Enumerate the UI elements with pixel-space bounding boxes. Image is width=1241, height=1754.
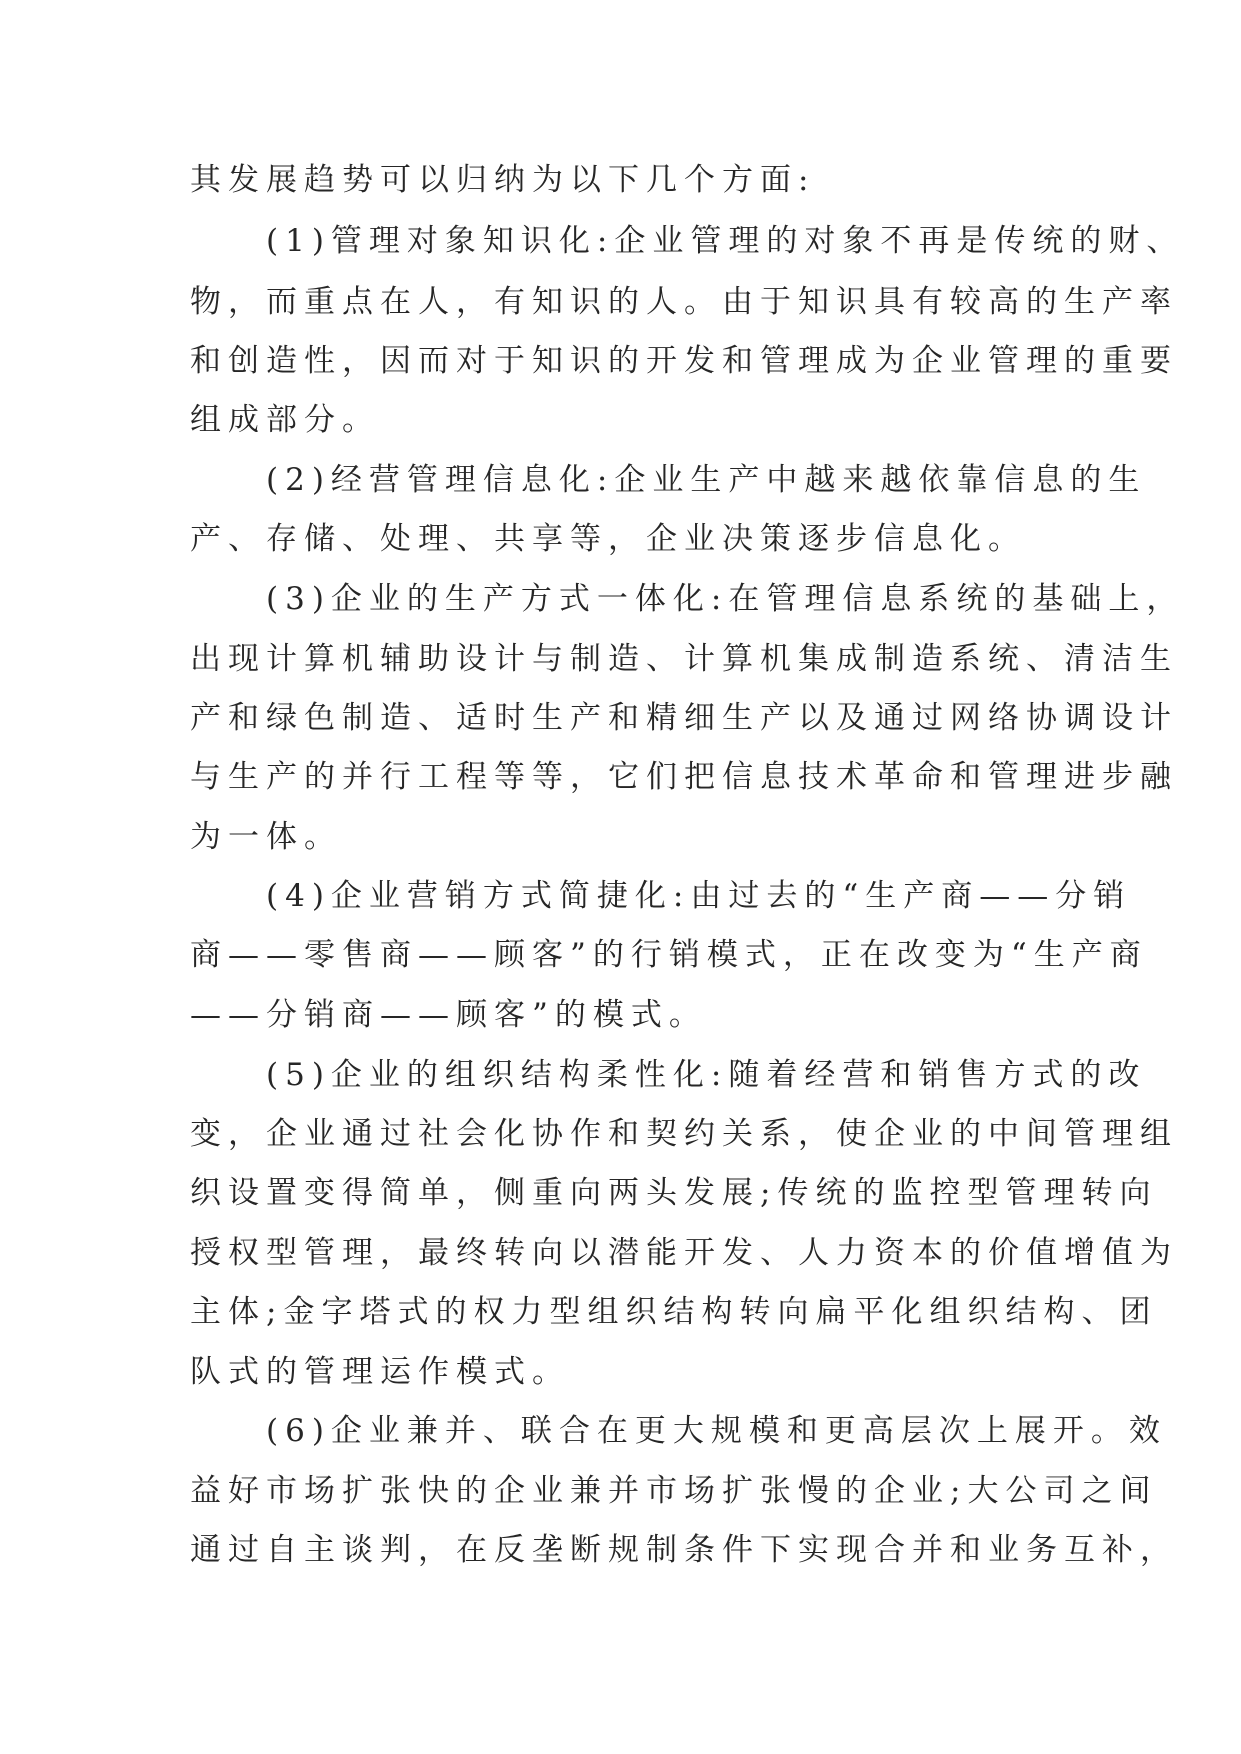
text-line: ——分销商——顾客”的模式。 xyxy=(190,997,707,1033)
text-line: 组成部分。 xyxy=(190,402,380,438)
text-line: 为一体。 xyxy=(190,819,342,855)
text-line: (1)管理对象知识化:企业管理的对象不再是传统的财、 xyxy=(266,223,1185,259)
text-line: (2)经营管理信息化:企业生产中越来越依靠信息的生 xyxy=(266,462,1147,498)
text-line: (3)企业的生产方式一体化:在管理信息系统的基础上， xyxy=(266,581,1185,617)
text-line: 物，而重点在人，有知识的人。由于知识具有较高的生产率 xyxy=(190,284,1178,320)
text-line: (4)企业营销方式简捷化:由过去的“生产商——分销 xyxy=(266,878,1132,914)
text-line: 变，企业通过社会化协作和契约关系，使企业的中间管理组 xyxy=(190,1116,1178,1152)
text-line: 出现计算机辅助设计与制造、计算机集成制造系统、清洁生 xyxy=(190,641,1178,677)
text-line: (6)企业兼并、联合在更大规模和更高层次上展开。效 xyxy=(266,1413,1167,1449)
text-line: 益好市场扩张快的企业兼并市场扩张慢的企业;大公司之间 xyxy=(190,1473,1158,1509)
text-line: 通过自主谈判，在反垄断规制条件下实现合并和业务互补， xyxy=(190,1532,1178,1568)
text-line: 队式的管理运作模式。 xyxy=(190,1354,570,1390)
text-line: 授权型管理，最终转向以潜能开发、人力资本的价值增值为 xyxy=(190,1235,1178,1271)
text-line: (5)企业的组织结构柔性化:随着经营和销售方式的改 xyxy=(266,1057,1147,1093)
text-line: 其发展趋势可以归纳为以下几个方面: xyxy=(190,162,816,198)
text-line: 产和绿色制造、适时生产和精细生产以及通过网络协调设计 xyxy=(190,700,1178,736)
text-line: 与生产的并行工程等等，它们把信息技术革命和管理进步融 xyxy=(190,759,1178,795)
text-line: 主体;金字塔式的权力型组织结构转向扁平化组织结构、团 xyxy=(190,1294,1158,1330)
text-line: 织设置变得简单，侧重向两头发展;传统的监控型管理转向 xyxy=(190,1175,1158,1211)
text-line: 商——零售商——顾客”的行销模式，正在改变为“生产商 xyxy=(190,937,1148,973)
text-line: 产、存储、处理、共享等，企业决策逐步信息化。 xyxy=(190,521,1026,557)
text-line: 和创造性，因而对于知识的开发和管理成为企业管理的重要 xyxy=(190,343,1178,379)
